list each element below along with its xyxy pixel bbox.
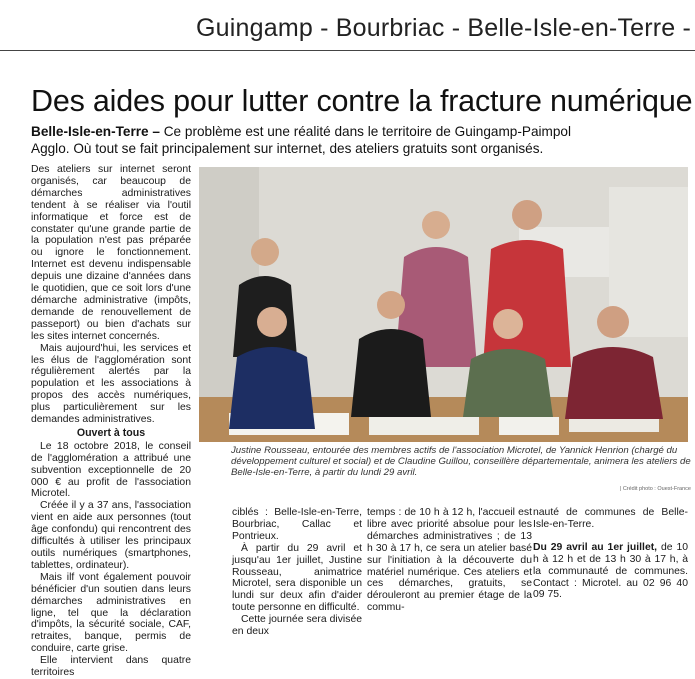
practical-details: de 10 h à 12 h et de 13 h 30 à 17 h, à la communauté de communes. Contact : Microtel. au 02 96 40 09 75. <box>533 541 689 601</box>
banner-rule <box>0 50 695 51</box>
group-photo <box>199 167 688 442</box>
lead-place: Belle-Isle-en-Terre – <box>31 124 160 139</box>
article-lead <box>31 124 591 157</box>
text-column-2 <box>232 507 362 638</box>
paragraph: Mais aujourd'hui, les services et les élus de l'agglomération sont régulièrement alertés par la population et les associations à propos des accès numériques, plus particulièrement sur les demandes administratives. <box>31 342 191 426</box>
paragraph: À partir du 29 avril et jusqu'au 1er juillet, Justine Rousseau, animatrice Microtel, sera disponible un lundi sur deux afin d'aider toute personne en difficulté. <box>232 542 362 614</box>
paragraph: Mais ilf vont également pouvoir bénéficier d'un soutien dans leurs démarches administratives en ligne, tel que la déclaration d'impôts, la sécurité sociale, CAF, retraites, banque, permis de conduire, carte grise. <box>31 571 191 655</box>
paragraph: nauté de communes de Belle-Isle-en-Terre. <box>533 507 688 530</box>
photo-credit: | Crédit photo : Ouest-France <box>619 486 691 492</box>
paragraph: Créée il y a 37 ans, l'association vient en aide aux personnes (tout âge confondu) qui rencontrent des difficultés à utiliser les principaux outils numériques (smartphones, tablettes, ordinateur). <box>31 500 191 571</box>
lead-text: Ce problème est une réalité dans le territoire de Guingamp-Paimpol Agglo. Où tout se fait principalement sur internet, des ateliers gratuits sont organisés. <box>31 124 571 156</box>
group-photo-illustration <box>199 167 688 442</box>
practical-info <box>533 542 688 602</box>
paragraph: temps : de 10 h à 12 h, l'accueil est libre avec priorité absolue pour les démarches administratives ; de 13 h 30 à 17 h, ce sera un atelier basé sur l'initiation à la découverte du matériel numérique. Ces ateliers et ces démarches, gratuits, se dérouleront au premier étage de la commu- <box>367 507 532 614</box>
practical-dates: Du 29 avril au 1er juillet, <box>533 541 658 553</box>
paragraph: Des ateliers sur internet seront organisés, car beaucoup de démarches administratives tendent à se réaliser via l'outil informatique et force est de constater qu'une grande partie de la population n'est pas préparée ou ignore le fonctionnement. Internet est devenu indispensable depuis une dizaine d'années dans le quotidien, que ce soit lors d'une démarche administrative (impôts, demande de renouvellement de passeport) ou bien d'achats sur les sites internet concernés. <box>31 164 191 342</box>
text-column-3 <box>367 507 532 614</box>
paragraph: Elle intervient dans quatre territoires <box>31 655 191 679</box>
paragraph: Cette journée sera divisée en deux <box>232 614 362 638</box>
paragraph: ciblés : Belle-Isle-en-Terre, Bourbriac, Callac et Pontrieux. <box>232 507 362 542</box>
text-column-1 <box>31 164 191 679</box>
paragraph: Le 18 octobre 2018, le conseil de l'agglomération a attribué une subvention exceptionnelle de 20 000 € au profit de l'association Microtel. <box>31 440 191 500</box>
text-column-4 <box>533 507 688 601</box>
subheading: Ouvert à tous <box>76 426 146 439</box>
article-headline: Des aides pour lutter contre la fracture numérique <box>31 84 693 118</box>
edition-banner: Guingamp - Bourbriac - Belle-Isle-en-Terre - <box>196 14 692 42</box>
photo-caption: Justine Rousseau, entourée des membres actifs de l'association Microtel, de Yannick Henrion (chargé du développement culturel et social) et de Claudine Guillou, conseillère départementale, animera les ateliers de Belle-Isle-en-Terre, à partir du lundi 29 avril. <box>231 445 691 478</box>
